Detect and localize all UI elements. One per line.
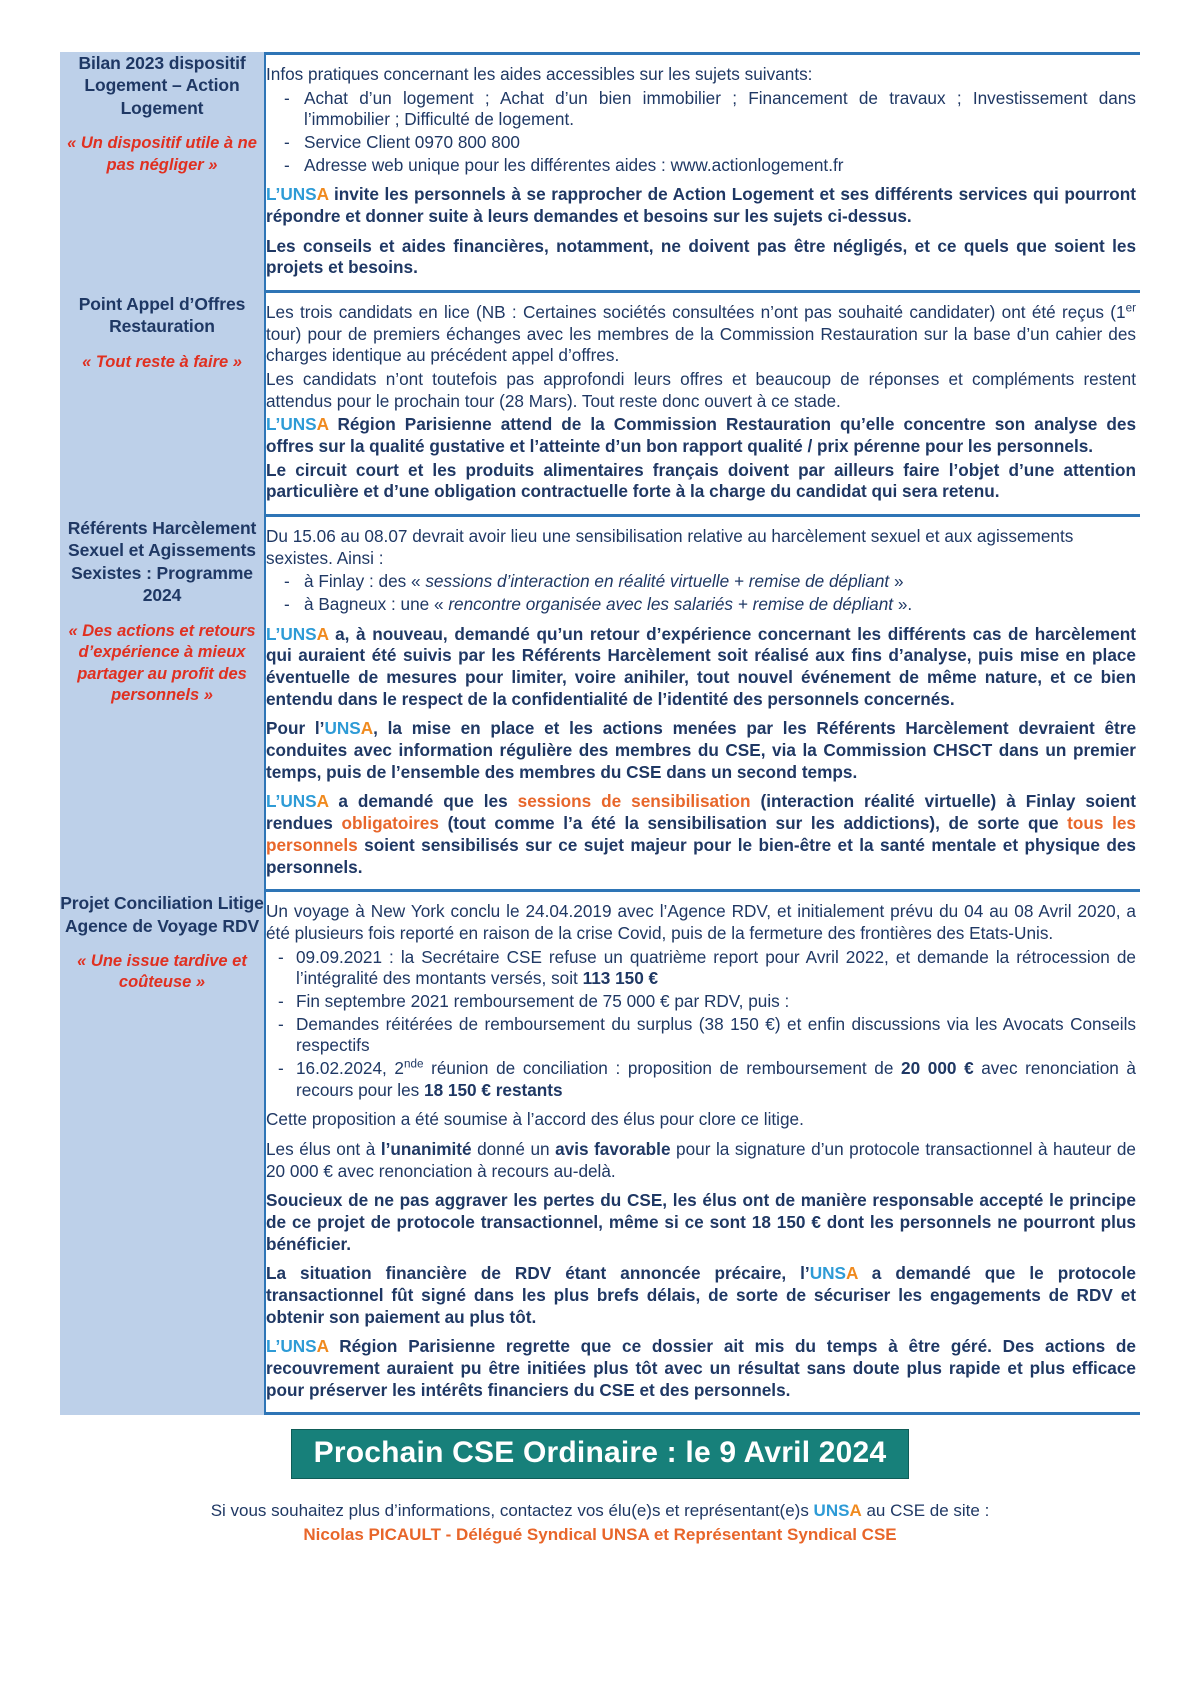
item-post: ». — [893, 594, 913, 615]
unsa-brand: UNS — [813, 1500, 850, 1520]
paragraph: Les conseils et aides financières, notamment, ne doivent pas être négligés, et ce quels que soient les projets et besoins. — [266, 235, 1136, 278]
item-pre: 09.09.2021 : la Secrétaire CSE refuse un quatrième report pour Avril 2022, et demande la rétrocession de l’intégralité des montants versés, soit — [296, 946, 1136, 989]
paragraph-text-a: Les trois candidats en lice (NB : Certaines sociétés consultées n’ont pas souhaité candidater) ont été reçus (1 — [266, 302, 1126, 323]
paragraph-text: a, à nouveau, demandé qu’un retour d’expérience concernant les différents cas de harcèlement qui auraient été suivis par les Référents Harcèlement soit réalisé aux fins d’analyse, puis mise en place éventuelle de mesures pour limiter, voire anihiler, tout nouvel événement de même nature, et ce bien entendu dans le respect de la confidentialité de l’identité des personnels concernés. — [266, 623, 1136, 709]
list-item — [266, 947, 1136, 990]
highlight-tous-personnels: tous les personnels — [266, 813, 1136, 855]
amount-value-remaining: 18 150 € restants — [424, 1079, 563, 1100]
list-item: - Demandes réitérées de remboursement du surplus (38 150 €) et enfin discussions via les Avocats Conseils respectifs — [266, 1014, 1136, 1057]
unsa-brand-a: A — [849, 1500, 862, 1520]
unsa-brand: L’UNS — [266, 791, 317, 812]
section-body-cell — [265, 892, 1140, 1415]
emphasis-unanimite: l’unanimité — [380, 1138, 472, 1159]
list-item: - Service Client 0970 800 800 — [266, 132, 1136, 154]
text-pre: Les élus ont à — [266, 1138, 381, 1159]
footer-text-post: au CSE de site : — [861, 1500, 990, 1520]
section-label-cell — [60, 892, 265, 1415]
paragraph: Soucieux de ne pas aggraver les pertes du CSE, les élus ont de manière responsable accepté le principe de ce projet de protocole transactionnel, même si ce sont 18 150 € dont les personnels ne pourront plus bénéficier. — [266, 1190, 1136, 1254]
emphasis-avis-favorable: avis favorable — [555, 1138, 671, 1159]
list-item: - Fin septembre 2021 remboursement de 75 000 € par RDV, puis : — [266, 991, 1136, 1013]
paragraph: Le circuit court et les produits alimentaires français doivent par ailleurs faire l’objet d’une attention particulière et d’une obligation contractuelle forte à la charge du candidat qui sera retenu. — [266, 459, 1136, 502]
section-title: Référents Harcèlement Sexuel et Agissements Sexistes : Programme 2024 — [67, 518, 257, 606]
text-2: (interaction réalité virtuelle) à Finlay soient rendues — [266, 791, 1136, 834]
text-post: pour la signature d’un protocole transactionnel à hauteur de 20 000 € avec renonciation à recours au-delà. — [266, 1138, 1136, 1181]
section-quote: « Des actions et retours d’expérience à mieux partager au profit des personnels » — [68, 621, 256, 704]
text-1: a demandé que les — [338, 791, 518, 812]
unsa-brand-a: A — [846, 1263, 858, 1284]
item-pre: à Bagneux : une « — [304, 594, 449, 615]
section-logement — [60, 52, 1140, 293]
section-restauration — [60, 293, 1140, 517]
unsa-brand: UNS — [809, 1263, 847, 1284]
text-pre: La situation financière de RDV étant annoncée précaire, l’ — [266, 1263, 810, 1284]
next-meeting-banner: Prochain CSE Ordinaire : le 9 Avril 2024 — [291, 1429, 910, 1479]
text-3: (tout comme l’a été la sensibilisation sur les addictions), de sorte que — [438, 813, 1068, 834]
paragraph: Les candidats n’ont toutefois pas approfondi leurs offres et beaucoup de réponses et compléments restent attendus pour le prochain tour (28 Mars). Tout reste donc ouvert à ce stade. — [266, 369, 1136, 411]
unsa-brand-a: A — [316, 791, 329, 812]
unsa-brand: L’UNS — [266, 184, 317, 205]
paragraph-text: invite les personnels à se rapprocher de Action Logement et ses différents services qui pourront répondre et donner suite à leurs demandes et besoins sur les sujets ci-dessus. — [266, 184, 1136, 227]
list-item — [266, 1058, 1136, 1101]
intro-text: Un voyage à New York conclu le 24.04.2019 avec l’Agence RDV, et initialement prévu du 04 au 08 Avril 2020, a été plusieurs fois reporté en raison de la crise Covid, puis de la fermeture des frontières des Etats-Unis. — [266, 901, 1136, 943]
unsa-brand: L’UNS — [266, 414, 317, 435]
paragraph-unsa — [266, 184, 1136, 227]
amount-value: 113 150 € — [582, 968, 659, 989]
paragraph-situation — [266, 1263, 1136, 1328]
footer-text-pre: Si vous souhaitez plus d’informations, contactez vos élu(e)s et représentant(e)s — [210, 1500, 814, 1520]
section-body-cell — [265, 293, 1140, 517]
paragraph-unsa — [266, 414, 1136, 457]
item-post: » — [889, 571, 904, 592]
item-mid-2: avec renonciation à recours pour les — [296, 1057, 1136, 1100]
unsa-brand: UNS — [324, 718, 361, 739]
bullet-list — [266, 88, 1136, 177]
sections-table — [60, 52, 1140, 1415]
unsa-brand-a: A — [316, 184, 329, 205]
highlight-sessions: sessions de sensibilisation — [517, 791, 751, 812]
paragraph-unsa — [266, 1336, 1136, 1401]
section-body-cell — [265, 52, 1140, 293]
paragraph-post: , la mise en place et les actions menées par les Référents Harcèlement devraient être conduites avec information régulière des membres du CSE, via la Commission CHSCT dans un premier temps, puis de l’ensemble des membres du CSE dans un second temps. — [266, 718, 1137, 782]
paragraph-unanimite — [266, 1139, 1136, 1182]
bullet-list — [266, 571, 1136, 615]
paragraph: Cette proposition a été soumise à l’accord des élus pour clore ce litige. — [266, 1109, 804, 1130]
item-italic: sessions d’interaction en réalité virtuelle + remise de dépliant — [425, 571, 890, 592]
intro-text: Du 15.06 au 08.07 devrait avoir lieu une sensibilisation relative au harcèlement sexuel et aux agissements sexistes. Ainsi : — [266, 526, 1074, 568]
paragraph-pour-unsa — [266, 718, 1136, 783]
section-quote: « Une issue tardive et coûteuse » — [77, 951, 247, 992]
unsa-brand: L’UNS — [266, 623, 317, 644]
unsa-brand: L’UNS — [266, 1336, 317, 1357]
list-item — [266, 594, 1136, 616]
amount-value: 20 000 € — [901, 1057, 974, 1078]
paragraph-text-b: tour) pour de premiers échanges avec les membres de la Commission Restauration sur la base d’un cahier des charges identique au précédent appel d’offres. — [266, 323, 1136, 366]
footer-representative: Nicolas PICAULT - Délégué Syndical UNSA et Représentant Syndical CSE — [303, 1524, 897, 1544]
item-pre: 16.02.2024, 2 — [296, 1057, 404, 1078]
next-meeting-banner-wrap — [60, 1429, 1140, 1479]
text-4: soient sensibilisés sur ce sujet majeur pour le bien-être et la santé mentale et physique des personnels. — [266, 834, 1136, 877]
unsa-brand-a: A — [360, 718, 374, 739]
bullet-list — [266, 947, 1136, 1102]
section-title: Bilan 2023 dispositif Logement – Action Logement — [78, 53, 246, 118]
section-harcelement — [60, 517, 1140, 892]
unsa-brand-a: A — [316, 623, 329, 644]
paragraph-text: Région Parisienne regrette que ce dossier ait mis du temps à être géré. Des actions de recouvrement auraient pu être initiées plus tôt avec un résultat sans doute plus rapide et plus efficace pour préserver les intérêts financiers du CSE et des personnels. — [266, 1336, 1136, 1400]
section-label-cell — [60, 293, 265, 517]
section-title: Projet Conciliation Litige Agence de Voyage RDV — [60, 893, 264, 936]
paragraph — [266, 302, 1136, 367]
intro-text: Infos pratiques concernant les aides accessibles sur les sujets suivants: — [266, 64, 813, 84]
paragraph-text: Région Parisienne attend de la Commission Restauration qu’elle concentre son analyse des offres sur la qualité gustative et l’atteinte d’un bon rapport qualité / prix pérenne pour les personnels. — [266, 414, 1137, 457]
text-post: a demandé que le protocole transactionnel fût signé dans les plus brefs délais, de sorte de sécuriser les engagements de RDV et obtenir son paiement au plus tôt. — [266, 1263, 1136, 1327]
item-mid: réunion de conciliation : proposition de remboursement de — [423, 1057, 902, 1078]
list-item — [266, 571, 1136, 593]
section-title: Point Appel d’Offres Restauration — [78, 294, 246, 337]
list-item: - Adresse web unique pour les différentes aides : www.actionlogement.fr — [266, 155, 1136, 177]
unsa-brand-a: A — [316, 414, 329, 435]
paragraph-unsa — [266, 624, 1136, 711]
ordinal-suffix: nde — [403, 1057, 424, 1071]
footer-contact-line — [60, 1501, 1140, 1521]
section-body-cell — [265, 517, 1140, 892]
item-italic: rencontre organisée avec les salariés + remise de dépliant — [448, 594, 894, 615]
paragraph-pre: Pour l’ — [266, 718, 325, 739]
paragraph-sensibilisation — [266, 791, 1136, 878]
section-rdv — [60, 892, 1140, 1415]
footer — [60, 1501, 1140, 1545]
unsa-brand-a: A — [316, 1336, 329, 1357]
item-pre: à Finlay : des « — [304, 571, 426, 592]
highlight-obligatoires: obligatoires — [341, 813, 439, 834]
text-mid: donné un — [471, 1138, 556, 1159]
section-quote: « Un dispositif utile à ne pas négliger » — [67, 134, 257, 174]
section-label-cell — [60, 52, 265, 293]
section-quote: « Tout reste à faire » — [82, 352, 242, 371]
list-item: - Achat d’un logement ; Achat d’un bien immobilier ; Financement de travaux ; Investissement dans l’immobilier ; Difficulté de logement. — [266, 88, 1136, 131]
section-label-cell — [60, 517, 265, 892]
ordinal-suffix: er — [1125, 301, 1136, 315]
